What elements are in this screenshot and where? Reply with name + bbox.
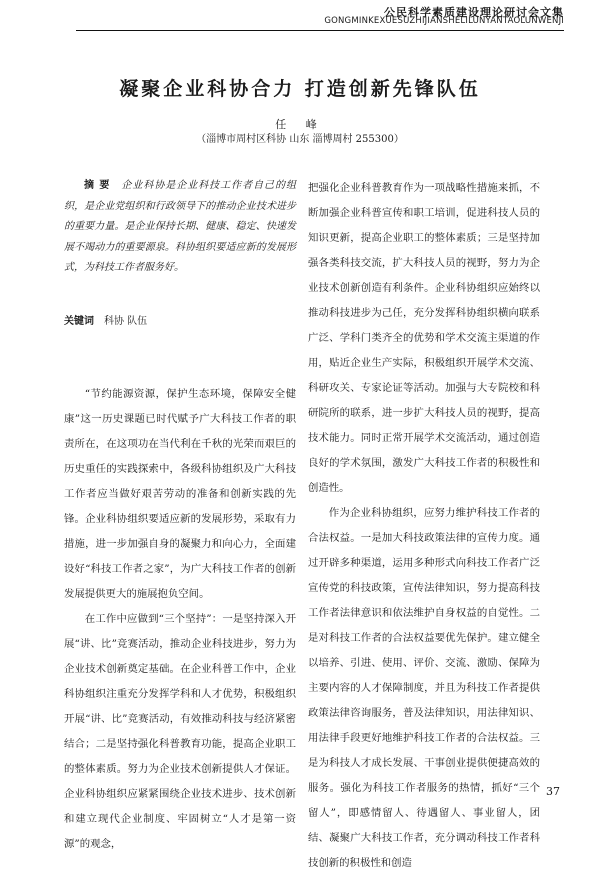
page-number: 37 [546,785,560,798]
left-column [64,176,296,857]
keywords [64,309,296,334]
article-title: 凝聚企业科协合力 打造创新先锋队伍 [119,78,481,100]
header-rule [76,30,564,31]
abstract-text: 企业科协是企业科技工作者自己的组织，是企业党组织和行政领导下的推动企业技术进步的重要力量。是企业保持长期、健康、稳定、快速发展不竭动力的重要源泉。科协组织要适应新的发展形式，为科技工作者服务好。 [64,180,297,273]
running-header-cn: 公民科学素质建设理论研讨会文集 [384,6,564,19]
body-paragraph: 作为企业科协组织，应努力维护科技工作者的合法权益。一是加大科技政策法律的宣传力度。通过开辟多种渠道，运用多种形式向科技工作者广泛宣传党的科技政策，宣传法律知识，努力提高科技工作者法律意识和依法维护自身权益的自觉性。二是对科技工作者的合法权益要优先保护。建立健全以培养、引进、使用、评价、交流、激励、保障为主要内容的人才保障制度，并且为科技工作者提供政策法律咨询服务，普及法律知识，用法律知识、用法律手段更好地维护科技工作者的合法权益。三是为科技人才成长发展、干事创业提供便捷高效的服务。强化为科技工作者服务的热情，抓好“三个留人”，即感情留人、待遇留人、事业留人，团结、凝聚广大科技工作者，充分调动科技工作者科技创新的积极性和创造 [308,507,540,869]
abstract [64,176,296,279]
body-paragraph: 把强化企业科普教育作为一项战略性措施来抓，不断加强企业科普宣传和职工培训，促进科技人员的知识更新，提高企业职工的整体素质；三是坚持加强各类科技交流，扩大科技人员的视野，努力为企业技术创新创造有利条件。企业科协组织应始终以推动科技进步为己任，充分发挥科协组织横向联系广泛、学科门类齐全的优势和学术交流主渠道的作用，贴近企业生产实际，积极组织开展学术交流、科研攻关、专家论证等活动。加强与大专院校和科研院所的联系，进一步扩大科技人员的视野，提高技术能力。同时正常开展学术交流活动，通过创造良好的学术氛围，激发广大科技工作者的积极性和创造性。 [308,182,540,494]
right-column [308,176,540,876]
author-name: 任 峰 [275,118,325,131]
body-paragraph: “节约能源资源，保护生态环境，保障安全健康”这一历史课题已时代赋予广大科技工作者的职责所在，在这项功在当代利在千秋的光荣而艰巨的历史重任的实践探索中，各级科协组织及广大科技工作者应当做好艰苦劳动的准备和创新实践的先锋。企业科协组织要适应新的发展形势，采取有力措施，进一步加强自身的凝聚力和向心力，全面建设好“科技工作者之家”，为广大科技工作者的创新发展提供更大的施展抱负空间。 [64,387,296,600]
keywords-label: 关键词 [64,315,94,327]
abstract-label: 摘 要 [84,180,111,191]
author-affiliation: （淄博市周村区科协 山东 淄博周村 255300） [196,134,404,145]
keywords-text: 科协 队伍 [104,315,148,327]
body-paragraph: 在工作中应做到“三个坚持”：一是坚持深入开展“讲、比”竞赛活动，推动企业科技进步，努力为企业技术创新奠定基础。在企业科普工作中，企业科协组织注重充分发挥学科和人才优势，积极组织开展“讲、比”竞赛活动，有效推动科技与经济紧密结合；二是坚持强化科普教育功能，提高企业职工的整体素质。努力为企业技术创新提供人才保证。企业科协组织应紧紧围绕企业技术进步、技术创新和建立现代企业制度、牢固树立“人才是第一资源”的观念， [64,612,296,850]
running-header-en: GONGMINKEXUESUZHIJIANSHELILUNYANTAOLUNWENJI [324,16,564,26]
